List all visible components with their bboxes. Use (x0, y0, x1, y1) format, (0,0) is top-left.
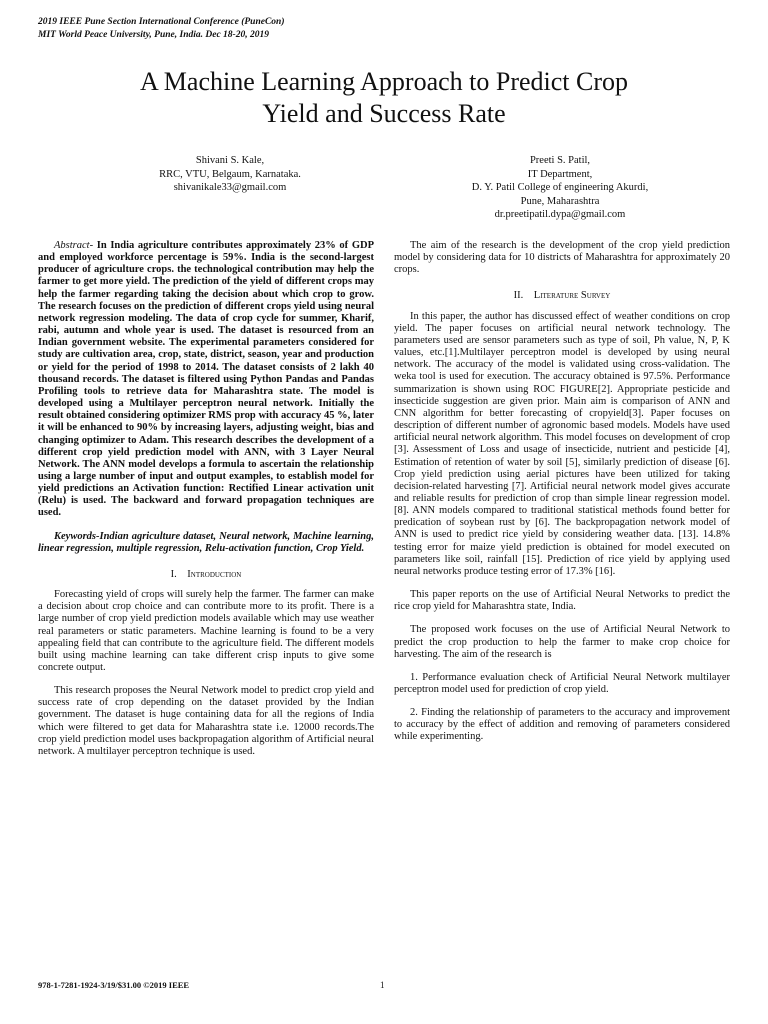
author-name: Shivani S. Kale, (195, 155, 265, 166)
abstract-lead: Abstract- (54, 240, 94, 251)
intro-paragraph-2: This research proposes the Neural Network model to predict crop yield and success rate of crop depending on the dataset provided by the Indian government. The dataset is huge containing data for all the regions of India which were filtered to get data for Maharashtra state i.e. 12000 records.The crop yield prediction model uses backpropagation algorithm of Artificial neural network. A multilayer perceptron technique is used. (38, 685, 374, 757)
research-aim-paragraph: The aim of the research is the development of the crop yield prediction model by considering data for 10 districts of Maharashtra for approximately 20 crops. (394, 240, 730, 276)
conference-header (38, 16, 285, 42)
literature-paragraph-2: This paper reports on the use of Artificial Neural Networks to predict the rice crop yield for Maharashtra state, India. (394, 589, 730, 613)
section-title: Literature Survey (533, 290, 611, 302)
right-column (394, 240, 730, 755)
author-department: IT Department, (527, 168, 593, 180)
title-line-2: Yield and Success Rate (262, 99, 506, 128)
section-number: I. (170, 568, 177, 580)
left-column (38, 240, 374, 769)
keywords: Keywords-Indian agriculture dataset, Neural network, Machine learning, linear regression, multiple regression, Relu-activation function, Crop Yield. (38, 530, 374, 554)
literature-paragraph-1: In this paper, the author has discussed effect of weather conditions on crop yield. The paper focuses on artificial neural network technology. The parameters used are sensor parameters such as type of soil, Ph value, N, P, K values, etc.[1].Multilayer perceptron model is developed by using neural network. The accuracy of the model is validated using cross-validation. The weka tool is used for execution. The accuracy obtained is 97.5%. Performance summarization is shown using ROC FIGURE[2]. Appropriate pesticide and insecticide suggestion are given prior. Main aim is comparison of ANN and CNN algorithm for better forecasting of cropyield[3]. Paper focuses on description of different number of agronomic based models. Models have used artificial neural network algorithm. This model focuses on development of crop [3]. Assessment of Loss and usage of insecticide, nutrient and pesticide [4], Estimation of retention of water by soil [5], similarly prediction of disease [6]. Crop yield prediction using aerial pictures have been utilized for taking decision-related harvesting [7]. Artificial neural network model gives accurate and reliable results for prediction of crop than simple linear regression model. [8]. ANN models compared to traditional statistical methods found better for predication of soybean rust by [6]. The backpropagation network model of ANN is used to predict rice yield by considering weather data. [13]. 14.8% testing error for maize yield prediction is obtained for model executed on parameters like soil, rainfall [15]. Prediction of rice yield by applying used neural networks produce testing error of 17.3% [16]. (394, 310, 730, 577)
abstract-text: In India agriculture contributes approximately 23% of GDP and employed workforce percentage is 59%. India is the second-largest producer of agriculture crops. the technological contribution may help the farmer to get more yield. The prediction of the yield of different crops may help the farmer regarding taking the decision about which crop to grow. The research focuses on the prediction of different crops yield using neural network regression modeling. The data of crop cycle for summer, Kharif, rabi, autumn and whole year is used. The dataset is resourced from an Indian government website. The experimental parameters considered for study are cultivation area, crop, state, district, season, year and production or yield for the period of 1998 to 2014. The dataset consists of 2 lakh 40 thousand records. The dataset is filtered using Python Pandas and Pandas Profiling tools to retrieve data for Maharashtra state. The model is developed using a Multilayer perceptron neural network. Initially the result obtained considering optimizer RMS prop with accuracy 45 %, later it will be enhanced to 90% by increasing layers, adjusting weight, bias and changing optimizer to Adam. This research describes the development of a different crop yield prediction model with ANN, with 3 Layer Neural Network. The ANN model develops a formula to ascertain the relationship using a large number of input and output examples, to establish model for yield predictions an Activation function: Rectified Linear activation unit (Relu) is used. The backward and forward propagation techniques are used. (38, 240, 374, 519)
literature-paragraph-5: 2. Finding the relationship of parameters to the accuracy and improvement to accuracy by the effect of addition and removing of parameters considered while experimenting. (394, 707, 730, 743)
author-block-2 (410, 154, 710, 222)
literature-paragraph-4: 1. Performance evaluation check of Artificial Neural Network multilayer perceptron model used for prediction of crop yield. (394, 671, 730, 695)
author-email: dr.preetipatil.dypa@gmail.com (494, 209, 626, 220)
author-location: Pune, Maharashtra (520, 195, 600, 207)
author-affiliation: D. Y. Patil College of engineering Akurdi, (471, 182, 649, 193)
section-number: II. (513, 290, 524, 302)
author-email: shivanikale33@gmail.com (173, 182, 287, 193)
page-number: 1 (380, 980, 385, 990)
literature-paragraph-3: The proposed work focuses on the use of Artificial Neural Network to predict the crop production to help the farmer to make crop choice for harvesting. The aim of the research is (394, 624, 730, 660)
section-heading-introduction (38, 569, 374, 581)
title-line-1: A Machine Learning Approach to Predict Crop (139, 67, 629, 96)
section-title: Introduction (187, 568, 242, 580)
author-block-1 (80, 154, 380, 195)
conference-name: 2019 IEEE Pune Section International Conference (PuneCon) (38, 17, 285, 27)
footer-isbn: 978-1-7281-1924-3/19/$31.00 ©2019 IEEE (38, 980, 190, 990)
conference-venue: MIT World Peace University, Pune, India. Dec 18-20, 2019 (38, 30, 269, 40)
intro-paragraph-1: Forecasting yield of crops will surely help the farmer. The farmer can make a decision about crop choice and can contribute more to its profit. There is a large number of crop yield prediction models available which may use weather real parameters or static parameters. Machine learning is found to be a very appealing field that can contribute to the agriculture field. The different models built using machine learning can take different crisp inputs to give some concrete output. (38, 589, 374, 673)
section-heading-literature-survey (394, 290, 730, 302)
author-affiliation: RRC, VTU, Belgaum, Karnataka. (159, 168, 301, 180)
abstract (38, 240, 374, 520)
paper-title (0, 66, 768, 130)
author-name: Preeti S. Patil, (529, 155, 591, 166)
